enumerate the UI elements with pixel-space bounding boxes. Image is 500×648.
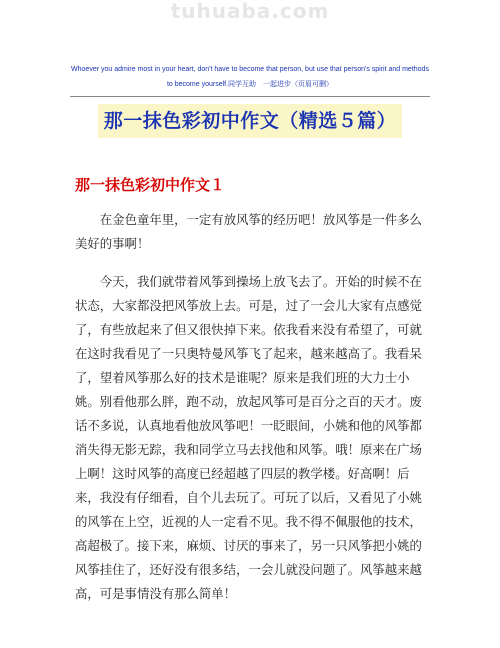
header-divider	[70, 96, 430, 97]
watermark-text: tuhuaba.com	[170, 0, 330, 23]
document-title: 那一抹色彩初中作文（精选５篇）	[98, 104, 403, 138]
paragraph: 在金色童年里，一定有放风筝的经历吧！放风筝是一件多么美好的事啊！	[75, 212, 422, 251]
paragraph: 今天，我们就带着风筝到操场上放飞去了。开始的时候不在状态，大家都没把风筝放上去。可是，过了一会儿大家有点感觉了，有些放起来了但又很快掉下来。依我看来没有希望了，可就在这时我看见了一只奥特曼风筝飞了起来，越来越高了。我看呆了，望着风筝那么好的技术是谁呢？原来是我们班的大力士小姚。别看他那么胖，跑不动，放起风筝可是百分之百的天才。废话不多说，认真地看他放风筝吧！一眨眼间，小姚和他的风筝都消失得无影无踪，我和同学立马去找他和风筝。哦！原来在广场上啊！这时风筝的高度已经超越了四层的教学楼。好高啊！后来，我没有仔细看，自个儿去玩了。可玩了以后，又看见了小姚的风筝在上空，近视的人一定看不见。我不得不佩服他的技术，高超极了。接下来，麻烦、讨厌的事来了，另一只风筝把小姚的风筝挂住了，还好没有很多结，一会儿就没问题了。风筝越来越高，可是事情没有那么简单！	[75, 274, 422, 601]
article-body	[75, 208, 425, 620]
section-title: 那一抹色彩初中作文１	[75, 176, 226, 194]
header-quote-cn: 同学互助 一起进步（页眉可删）	[228, 81, 334, 88]
header-quote	[70, 62, 430, 92]
title-container	[0, 104, 500, 138]
header-quote-en: Whoever you admire most in your heart, don't have to become that person, but use that person's spirit and methods to become yourself.	[71, 66, 429, 88]
